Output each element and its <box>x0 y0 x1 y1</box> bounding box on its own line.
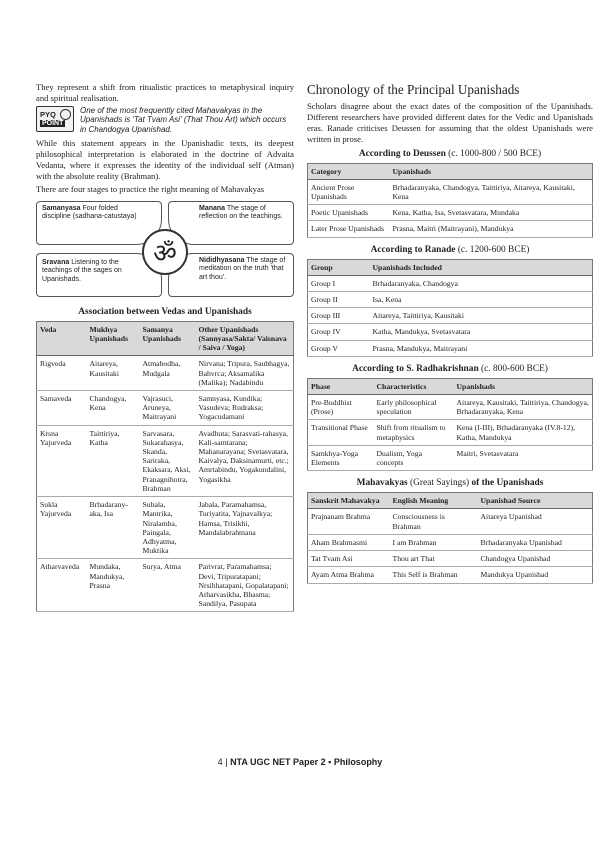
chronology-intro: Scholars disagree about the exact dates of the composition of the Upanishads. Different researchers have provided different dates for the Vedic and Upanishads eras. Ranade criticises Deussen for assuming that the oldest Upanishads were written in prose. <box>307 101 593 144</box>
assoc-cell: Atmabodha, Mudgala <box>140 356 196 391</box>
assoc-table-title: Association between Vedas and Upanishads <box>78 306 252 317</box>
mahavakya-cell: Consciousness is Brahman <box>390 509 478 534</box>
stage-nididhyasana <box>168 253 294 297</box>
mahavakyas-table <box>307 492 593 583</box>
radhakrishnan-title-bold: According to S. Radhakrishnan <box>352 363 479 374</box>
mahavakya-cell: Ayam Atma Brahma <box>308 567 390 583</box>
deussen-cell: Brhadaranyaka, Chandogya, Taittiriya, Aitareya, Kausitaki, Kena <box>390 179 593 204</box>
stage-sravana-text: Listening to the teachings of the sages on Upanishads. <box>42 258 122 283</box>
assoc-row <box>37 356 294 391</box>
mahavakya-cell: Aitareya Upanishad <box>478 509 593 534</box>
stage-samanyasa <box>36 201 162 245</box>
deussen-header-cell: Upanishads <box>390 163 593 179</box>
radhakrishnan-title <box>307 364 593 374</box>
radhakrishnan-cell: Shift from ritualism to metaphysics <box>374 420 454 445</box>
mahavakya-header-cell: Upanishad Source <box>478 493 593 509</box>
ranade-row <box>308 308 593 324</box>
deussen-title-bold: According to Deussen <box>358 148 446 159</box>
assoc-cell: Rigveda <box>37 356 87 391</box>
assoc-cell: Subala, Mantrika, Niralamba, Paingala, Adhyatma, Muktika <box>140 497 196 559</box>
mahavakyas-title-end: of the Upanishads <box>471 478 544 489</box>
radhakrishnan-cell: Pre-Buddhist (Prose) <box>308 395 374 420</box>
assoc-cell: Nirvana; Tripura, Saubhagya, Bahvrca; Aksamalika (Malika); Nadabindu <box>196 356 294 391</box>
mahavakya-row <box>308 534 593 550</box>
radhakrishnan-header-cell: Phase <box>308 378 374 394</box>
ranade-row <box>308 324 593 340</box>
radhakrishnan-cell: Aitareya, Kausitaki, Taittiriya, Chandogya, Brhadaranyaka, Kena <box>454 395 593 420</box>
mahavakyas-title-mid: (Great Sayings) <box>407 478 472 489</box>
stage-nididhyasana-text: The stage of meditation on the truth 'that art thou'. <box>199 256 286 281</box>
deussen-title-dates: (c. 1000-800 / 500 BCE) <box>445 148 542 159</box>
radhakrishnan-cell: Kena (I-III), Brhadaranyaka (IV.8-12), Katha, Mandukya <box>454 420 593 445</box>
mahavakyas-title <box>307 478 593 488</box>
radhakrishnan-row <box>308 420 593 445</box>
chronology-heading: Chronology of the Principal Upanishads <box>307 82 520 97</box>
mahavakya-cell: Thou art That <box>390 551 478 567</box>
mahavakya-cell: Tat Tvam Asi <box>308 551 390 567</box>
ranade-cell: Isa, Kena <box>370 292 593 308</box>
assoc-cell: Aitareya, Kausitaki <box>87 356 140 391</box>
right-column <box>307 82 593 584</box>
ranade-title-bold: According to Ranade <box>370 244 456 255</box>
pyq-text: One of the most frequently cited Mahavakyas in the Upanishads is 'Tat Tvam Asi' (That Thou Art) which occurs in Chandogya Upanishad. <box>80 105 287 134</box>
ranade-cell: Katha, Mandukya, Svetasvatara <box>370 324 593 340</box>
assoc-header-cell: Veda <box>37 321 87 356</box>
intro-paragraph: They represent a shift from ritualistic practices to metaphysical inquiry and spiritual realisation. <box>36 82 294 103</box>
stage-manana-title: Manana <box>199 204 226 212</box>
stage-nididhyasana-title: Nididhyasana <box>199 256 245 264</box>
ranade-cell: Group V <box>308 340 370 356</box>
assoc-cell: Mundaka, Mandukya, Prasna <box>87 559 140 612</box>
radhakrishnan-header-cell: Upanishads <box>454 378 593 394</box>
mahavakya-cell: Chandogya Upanishad <box>478 551 593 567</box>
vedas-upanishads-table <box>36 321 294 612</box>
left-column <box>36 82 294 612</box>
assoc-cell: Vajrasuci, Aruneya, Maitrayani <box>140 391 196 426</box>
assoc-cell: Samaveda <box>37 391 87 426</box>
assoc-cell: Brhadarany-aka, Isa <box>87 497 140 559</box>
assoc-row <box>37 559 294 612</box>
assoc-cell: Jabala, Paramahamsa, Turiyatita, Yajnavalkya; Hamsa, Trisikhi, Mandalabrahmana <box>196 497 294 559</box>
footer-book-title: NTA UGC NET Paper 2 <box>230 757 326 767</box>
mahavakya-header-cell: Sanskrit Mahavakya <box>308 493 390 509</box>
four-stages-diagram <box>36 201 294 301</box>
ranade-row <box>308 292 593 308</box>
assoc-row <box>37 497 294 559</box>
assoc-cell: Samnyasa, Kundika; Vasudeva; Rudraksa; Yogacudamani <box>196 391 294 426</box>
assoc-cell: Chandogya, Kena <box>87 391 140 426</box>
ranade-title <box>307 245 593 255</box>
stages-intro-paragraph: There are four stages to practice the right meaning of Mahavakyas <box>36 183 265 194</box>
pyq-point-callout <box>36 106 294 135</box>
deussen-row <box>308 179 593 204</box>
ranade-cell: Aitareya, Taittiriya, Kausitaki <box>370 308 593 324</box>
assoc-cell: Atharvaveda <box>37 559 87 612</box>
page-footer <box>0 757 600 767</box>
deussen-cell: Later Prose Upanishads <box>308 221 390 237</box>
ranade-cell: Prasna, Mandukya, Maitrayani <box>370 340 593 356</box>
page-number: 4 <box>217 757 223 767</box>
assoc-cell: Taittiriya, Katha <box>87 425 140 496</box>
footer-subject: Philosophy <box>333 757 383 767</box>
stage-samanyasa-title: Samanyasa <box>42 204 81 212</box>
pyq-point-badge <box>36 106 74 132</box>
advaita-paragraph: While this statement appears in the Upanishadic texts, its deepest philosophical interpretation is elaborated in the doctrine of Advaita Vedanta, where it expresses the identity of the individual self (Atman) with the absolute reality (Brahman). <box>36 138 294 182</box>
ranade-row <box>308 275 593 291</box>
radhakrishnan-row <box>308 445 593 470</box>
deussen-cell: Ancient Prose Upanishads <box>308 179 390 204</box>
mahavakya-row <box>308 509 593 534</box>
ranade-header-cell: Upanishads Included <box>370 259 593 275</box>
ranade-table <box>307 259 593 357</box>
deussen-cell: Prasna, Maitri (Maitrayani), Mandukya <box>390 221 593 237</box>
assoc-header-cell: Samanya Upanishads <box>140 321 196 356</box>
stage-manana-text: The stage of reflection on the teachings. <box>199 204 283 221</box>
radhakrishnan-header-row <box>308 378 593 394</box>
ranade-row <box>308 340 593 356</box>
assoc-cell: Surya, Atma <box>140 559 196 612</box>
assoc-cell: Sarvasara, Sukarahasya, Skanda, Sariraka, Ekaksara, Aksi, Pranagnihotra, Brahman <box>140 425 196 496</box>
radhakrishnan-header-cell: Characteristics <box>374 378 454 394</box>
ranade-cell: Brhadaranyaka, Chandogya <box>370 275 593 291</box>
ranade-header-row <box>308 259 593 275</box>
stage-sravana-title: Sravana <box>42 258 70 266</box>
mahavakyas-title-bold: Mahavakyas <box>356 478 408 489</box>
magnifier-icon <box>60 109 71 120</box>
radhakrishnan-cell: Samkhya-Yoga Elements <box>308 445 374 470</box>
mahavakya-cell: I am Brahman <box>390 534 478 550</box>
mahavakya-cell: Prajnanam Brahma <box>308 509 390 534</box>
pyq-badge-top: PYQ <box>40 109 56 119</box>
deussen-header-row <box>308 163 593 179</box>
mahavakya-header-cell: English Meaning <box>390 493 478 509</box>
ranade-cell: Group II <box>308 292 370 308</box>
pyq-badge-bottom: POINT <box>42 119 64 127</box>
stage-manana <box>168 201 294 245</box>
mahavakya-cell: This Self is Brahman <box>390 567 478 583</box>
ranade-cell: Group IV <box>308 324 370 340</box>
deussen-row <box>308 205 593 221</box>
assoc-cell: Avadhuta; Sarasvati-rahasya, Kali-samtarana; Mahanarayana; Svetasvatara, Kaivalya, Daksinamurti, etc.; Amrtabindu, Yogakundalini, Yogasikha <box>196 425 294 496</box>
ranade-cell: Group I <box>308 275 370 291</box>
deussen-row <box>308 221 593 237</box>
ranade-header-cell: Group <box>308 259 370 275</box>
footer-separator: | <box>225 757 228 767</box>
mahavakya-cell: Mandukya Upanishad <box>478 567 593 583</box>
assoc-row <box>37 425 294 496</box>
mahavakya-cell: Brhadaranyaka Upanishad <box>478 534 593 550</box>
radhakrishnan-table <box>307 378 593 471</box>
ranade-title-dates: (c. 1200-600 BCE) <box>455 244 530 255</box>
deussen-header-cell: Category <box>308 163 390 179</box>
stage-samanyasa-text: Four folded discipline (sadhana-catustaya) <box>42 204 137 221</box>
mahavakya-header-row <box>308 493 593 509</box>
radhakrishnan-cell: Maitri, Svetasvatara <box>454 445 593 470</box>
deussen-cell: Poetic Upanishads <box>308 205 390 221</box>
assoc-cell: Parivrat, Paramahamsa; Devi, Tripuratapani; Nrsihhatapani, Gopalatapani; Atharvasikha, Bhasma; Sandilya, Pasupata <box>196 559 294 612</box>
mahavakya-row <box>308 567 593 583</box>
mahavakya-cell: Aham Brahmasmi <box>308 534 390 550</box>
deussen-title <box>307 149 593 159</box>
assoc-header-cell: Mukhya Upanishads <box>87 321 140 356</box>
radhakrishnan-title-dates: (c. 800-600 BCE) <box>478 363 548 374</box>
radhakrishnan-cell: Transitional Phase <box>308 420 374 445</box>
assoc-header-row <box>37 321 294 356</box>
assoc-cell: Krsna Yajurveda <box>37 425 87 496</box>
radhakrishnan-cell: Early philosophical speculation <box>374 395 454 420</box>
assoc-header-cell: Other Upanishads (Sannyasa/Sakta/ Vaisnava / Saiva / Yoga) <box>196 321 294 356</box>
footer-bullet: ▪ <box>328 757 332 767</box>
assoc-cell: Sukla Yajurveda <box>37 497 87 559</box>
radhakrishnan-row <box>308 395 593 420</box>
deussen-cell: Kena, Katha, Isa, Svetasvatara, Mundaka <box>390 205 593 221</box>
om-symbol-icon: ॐ <box>142 229 188 275</box>
mahavakya-row <box>308 551 593 567</box>
radhakrishnan-cell: Dualism, Yoga concepts <box>374 445 454 470</box>
assoc-row <box>37 391 294 426</box>
deussen-table <box>307 163 593 238</box>
ranade-cell: Group III <box>308 308 370 324</box>
